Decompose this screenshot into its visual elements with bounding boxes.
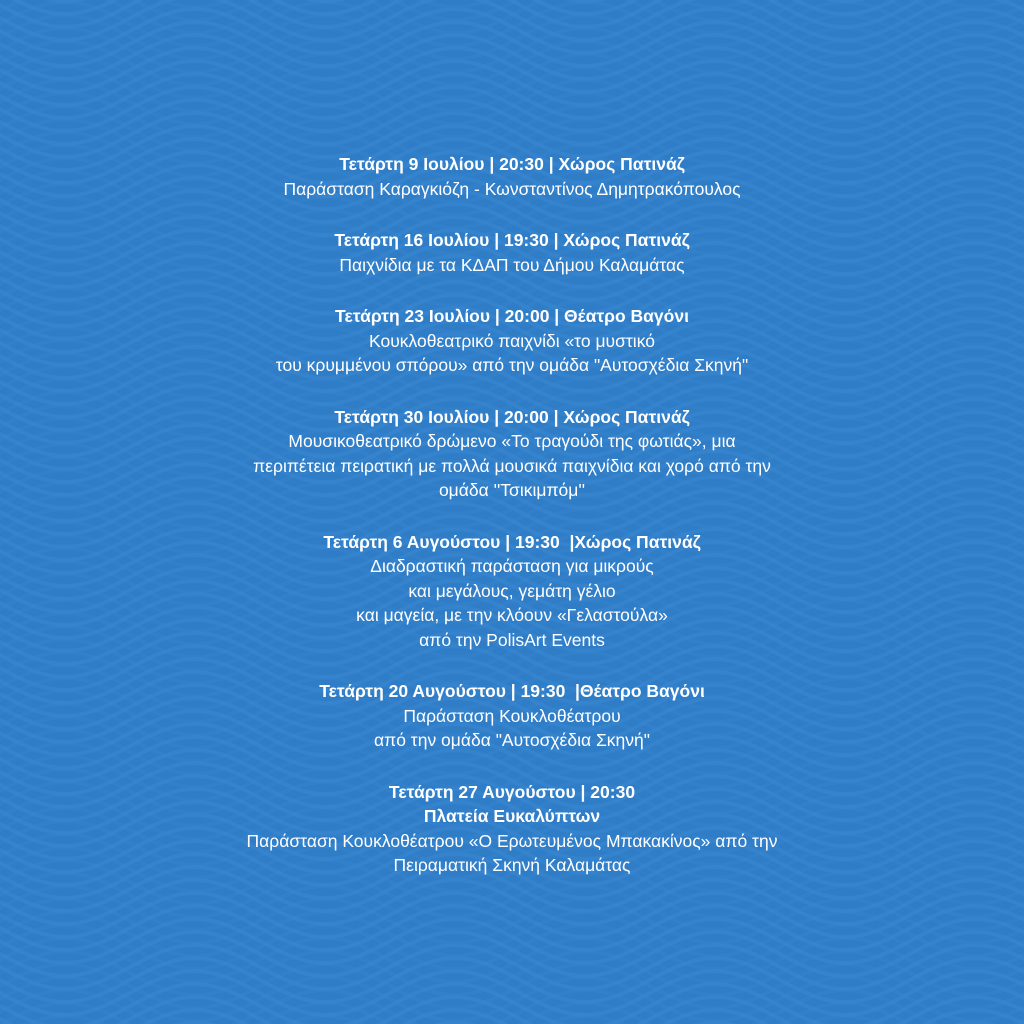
event-6 bbox=[112, 679, 912, 753]
event-header: Τετάρτη 20 Αυγούστου | 19:30 |Θέατρο Βαγόνι bbox=[319, 681, 705, 701]
event-description-line: Παιχνίδια με τα ΚΔΑΠ του Δήμου Καλαμάτας bbox=[339, 254, 685, 275]
event-header-venue: Πλατεία Ευκαλύπτων bbox=[423, 806, 601, 826]
event-description-line: Μουσικοθεατρικό δρώμενο «Το τραγούδι της φωτιάς», μια bbox=[288, 431, 736, 451]
event-description-line: από την ομάδα "Αυτοσχέδια Σκηνή" bbox=[374, 730, 650, 750]
event-description-line: περιπέτεια πειρατική με πολλά μουσικά παιχνίδια και χορό από την bbox=[253, 455, 771, 476]
event-1 bbox=[112, 152, 912, 201]
event-description-line: Κουκλοθεατρικό παιχνίδι «το μυστικό bbox=[369, 330, 655, 351]
event-4 bbox=[112, 405, 912, 503]
event-header: Τετάρτη 23 Ιουλίου | 20:00 | Θέατρο Βαγόνι bbox=[335, 306, 689, 326]
event-description-line: Παράσταση Κουκλοθέατρου bbox=[403, 705, 621, 726]
event-description-line: από την PolisArt Events bbox=[419, 629, 605, 650]
event-description-line: Διαδραστική παράσταση για μικρούς bbox=[370, 556, 654, 576]
event-description-line: και μαγεία, με την κλόουν «Γελαστούλα» bbox=[356, 605, 668, 625]
event-header: Τετάρτη 27 Αυγούστου | 20:30 bbox=[388, 781, 636, 802]
event-description-line: και μεγάλους, γεμάτη γέλιο bbox=[408, 580, 616, 601]
event-description-line: ομάδα ''Τσικιμπόμ'' bbox=[438, 480, 586, 500]
event-description-line: Παράσταση Καραγκιόζη - Κωνσταντίνος Δημητρακόπουλος bbox=[283, 178, 741, 199]
event-description-line: του κρυμμένου σπόρου» από την ομάδα "Αυτοσχέδια Σκηνή" bbox=[275, 355, 749, 375]
event-description-line: Πειραματική Σκηνή Καλαμάτας bbox=[393, 855, 631, 875]
event-2 bbox=[112, 228, 912, 277]
event-3 bbox=[112, 304, 912, 378]
event-5 bbox=[112, 530, 912, 653]
event-header: Τετάρτη 9 Ιουλίου | 20:30 | Χώρος Πατινάζ bbox=[339, 154, 685, 174]
event-schedule bbox=[112, 152, 912, 878]
event-header: Τετάρτη 30 Ιουλίου | 20:00 | Χώρος Πατινάζ bbox=[334, 406, 690, 427]
event-7 bbox=[112, 780, 912, 878]
event-header: Τετάρτη 16 Ιουλίου | 19:30 | Χώρος Πατινάζ bbox=[334, 230, 690, 250]
event-description-line: Παράσταση Κουκλοθέατρου «Ο Ερωτευμένος Μπακακίνος» από την bbox=[246, 830, 778, 851]
event-header: Τετάρτη 6 Αυγούστου | 19:30 |Χώρος Πατινάζ bbox=[323, 531, 701, 552]
